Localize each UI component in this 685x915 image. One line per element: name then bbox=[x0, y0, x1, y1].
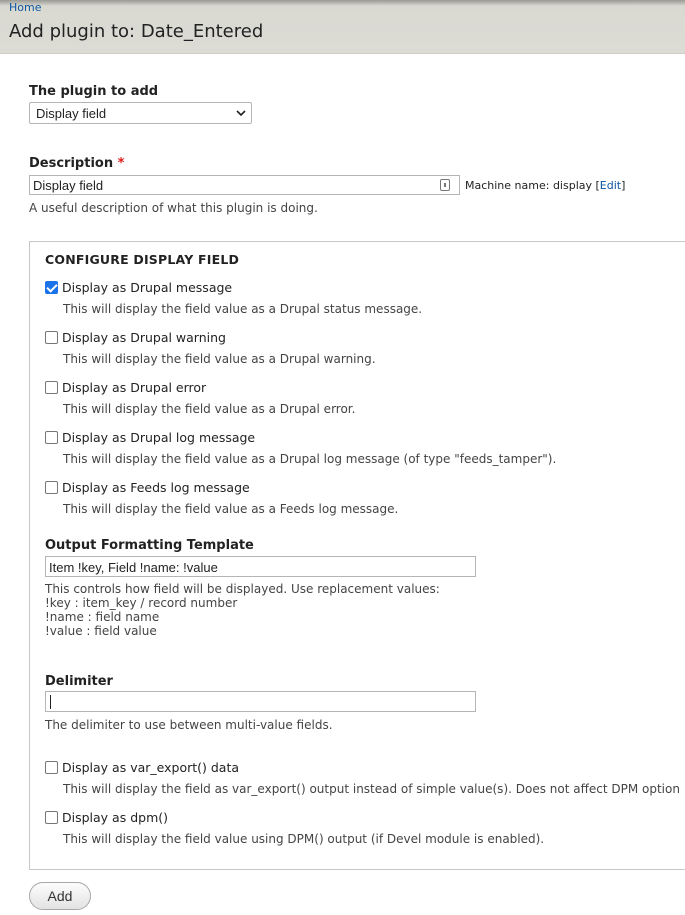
option-description: This will display the field as var_export() output instead of simple value(s). Does not affect DPM option bbox=[63, 782, 680, 796]
delimiter-help: The delimiter to use between multi-value fields. bbox=[45, 718, 333, 732]
configure-legend: CONFIGURE DISPLAY FIELD bbox=[45, 252, 240, 267]
description-help: A useful description of what this plugin is doing. bbox=[29, 201, 318, 215]
option-label: Display as Drupal log message bbox=[62, 430, 256, 445]
option-description: This will display the field value as a Drupal status message. bbox=[63, 302, 423, 316]
description-label bbox=[29, 156, 124, 171]
option-label: Display as var_export() data bbox=[62, 760, 240, 775]
machine-name-edit-link[interactable]: Edit bbox=[599, 179, 622, 192]
option-label: Display as Drupal warning bbox=[62, 330, 226, 345]
machine-name bbox=[465, 179, 625, 192]
checkbox-drupal-error[interactable] bbox=[45, 381, 58, 394]
text-cursor bbox=[50, 695, 51, 709]
option-label: Display as Drupal error bbox=[62, 380, 207, 395]
option-label: Display as Feeds log message bbox=[62, 480, 250, 495]
template-input-value: Item !key, Field !name: !value bbox=[49, 560, 218, 575]
checkbox-drupal-message[interactable] bbox=[45, 281, 58, 294]
option-label: Display as Drupal message bbox=[62, 280, 233, 295]
checkbox-dpm[interactable] bbox=[45, 811, 58, 824]
checkbox-drupal-warning[interactable] bbox=[45, 331, 58, 344]
plugin-select[interactable] bbox=[29, 102, 252, 124]
option-description: This will display the field value as a Feeds log message. bbox=[63, 502, 399, 516]
machine-name-prefix: Machine name: display [ bbox=[465, 179, 600, 192]
template-help-line: This controls how field will be displayed. Use replacement values: bbox=[45, 582, 440, 596]
plugin-select-value: Display field bbox=[36, 106, 107, 121]
breadcrumb-home-link[interactable]: Home bbox=[9, 1, 42, 14]
option-description: This will display the field value as a Drupal warning. bbox=[63, 352, 376, 366]
description-input[interactable] bbox=[29, 175, 460, 195]
chevron-down-icon bbox=[235, 104, 247, 125]
machine-name-suffix: ] bbox=[621, 179, 626, 192]
delimiter-input[interactable] bbox=[45, 691, 476, 712]
delimiter-label: Delimiter bbox=[45, 674, 113, 689]
checkbox-feeds-log[interactable] bbox=[45, 481, 58, 494]
template-input[interactable] bbox=[45, 556, 476, 577]
option-description: This will display the field value using DPM() output (if Devel module is enabled). bbox=[63, 832, 545, 846]
template-label: Output Formatting Template bbox=[45, 538, 254, 553]
template-help-line: !key : item_key / record number bbox=[45, 596, 238, 610]
option-description: This will display the field value as a Drupal log message (of type "feeds_tamper"). bbox=[63, 452, 557, 466]
description-label-text: Description bbox=[29, 156, 114, 171]
plugin-select-label: The plugin to add bbox=[29, 84, 159, 99]
option-label: Display as dpm() bbox=[62, 810, 168, 825]
page-title: Add plugin to: Date_Entered bbox=[9, 21, 264, 42]
template-help-line: !name : field name bbox=[45, 610, 160, 624]
add-button[interactable]: Add bbox=[29, 882, 91, 910]
required-mark: * bbox=[117, 156, 125, 171]
autofill-contact-icon[interactable] bbox=[440, 179, 450, 191]
checkbox-var-export[interactable] bbox=[45, 761, 58, 774]
description-input-value: Display field bbox=[33, 178, 104, 193]
template-help-line: !value : field value bbox=[45, 624, 157, 638]
checkbox-drupal-log[interactable] bbox=[45, 431, 58, 444]
page-header bbox=[0, 0, 685, 54]
option-description: This will display the field value as a Drupal error. bbox=[63, 402, 356, 416]
